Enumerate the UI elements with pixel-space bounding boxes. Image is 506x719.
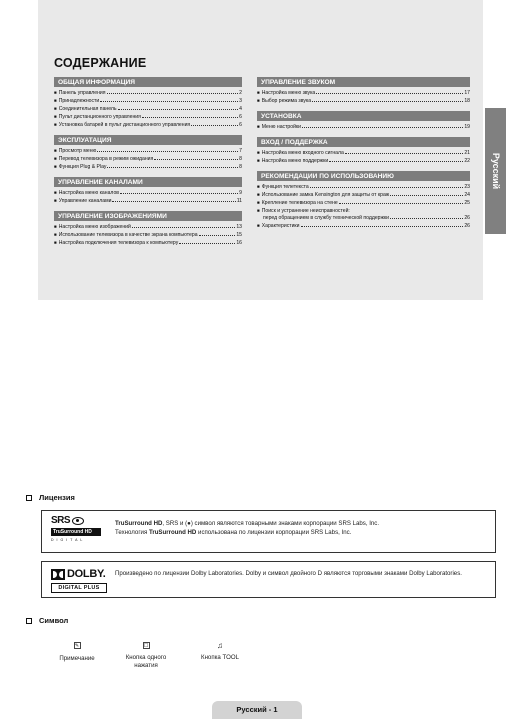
toc-entry-text: Использование замка Kensington для защиты от краж xyxy=(261,192,390,198)
bullet-square-icon: ■ xyxy=(54,90,57,95)
toc-section xyxy=(257,77,470,105)
symbol-section-title xyxy=(26,616,68,625)
bullet-square-icon: ■ xyxy=(54,156,57,161)
toc-entry-page: 18 xyxy=(464,98,470,104)
double-d-icon xyxy=(51,569,65,580)
toc-title: СОДЕРЖАНИЕ xyxy=(54,56,147,70)
leader-dots xyxy=(345,153,464,154)
bullet-square-icon: ■ xyxy=(54,190,57,195)
toc-entry-text: Перевод телевизора в режим ожидания xyxy=(58,156,154,162)
symbol-one-touch: ☐ Кнопка одного нажатия xyxy=(125,643,167,669)
leader-dots xyxy=(118,109,239,110)
toc-section-header: ЭКСПЛУАТАЦИЯ xyxy=(54,135,242,145)
toc-entry-page: 19 xyxy=(464,124,470,130)
toc-section-header: УПРАВЛЕНИЕ ЗВУКОМ xyxy=(257,77,470,87)
leader-dots xyxy=(120,193,238,194)
leader-dots xyxy=(339,203,464,204)
language-tab-label: Русский xyxy=(490,152,501,190)
toc-entry-page: 21 xyxy=(464,150,470,156)
toc-entry-text: Настройка подключения телевизора к компьютеру xyxy=(58,240,179,246)
toc-entry-text: Меню настройки xyxy=(261,124,302,130)
dolby-logo xyxy=(51,567,107,595)
bullet-square-icon: ■ xyxy=(257,223,260,228)
toc-section-header: РЕКОМЕНДАЦИИ ПО ИСПОЛЬЗОВАНИЮ xyxy=(257,171,470,181)
srs-logo xyxy=(51,516,106,550)
toc-entry-text: Просмотр меню xyxy=(58,148,97,154)
leader-dots xyxy=(132,227,235,228)
toc-entry-page: 8 xyxy=(239,164,242,170)
leader-dots xyxy=(112,201,235,202)
dolby-digital-plus: DIGITAL PLUS xyxy=(51,583,107,593)
srs-logo-digital: DIGITAL xyxy=(51,538,86,542)
toc-entry-text: Установка батарей в пульт дистанционного управления xyxy=(58,122,191,128)
toc-entry[interactable] xyxy=(257,207,470,222)
toc-entry-text: Выбор режима звука xyxy=(261,98,312,104)
toc-section xyxy=(54,77,242,129)
toc-entry-page: 25 xyxy=(464,200,470,206)
toc-entry-page: 4 xyxy=(239,106,242,112)
symbol-tool: ♫ Кнопка TOOL xyxy=(201,641,239,661)
leader-dots xyxy=(107,167,238,168)
leader-dots xyxy=(107,93,239,94)
leader-dots xyxy=(316,93,463,94)
toc-entry-page: 3 xyxy=(239,98,242,104)
toc-section xyxy=(257,111,470,131)
toc-entry[interactable] xyxy=(54,89,242,97)
toc-entry-page: 2 xyxy=(239,90,242,96)
toc-entry-text: Настройка меню входного сигнала xyxy=(261,150,344,156)
toc-entry-text: Настройка меню каналов xyxy=(58,190,119,196)
toc-section xyxy=(54,211,242,247)
toc-entry[interactable] xyxy=(54,97,242,105)
toc-section xyxy=(257,171,470,230)
bullet-square-icon: ■ xyxy=(54,98,57,103)
bullet-square-icon: ■ xyxy=(54,240,57,245)
toc-section-header: УПРАВЛЕНИЕ ИЗОБРАЖЕНИЯМИ xyxy=(54,211,242,221)
dolby-logo-text: DOLBY. xyxy=(67,568,106,580)
toc-entry[interactable] xyxy=(54,121,242,129)
srs-license-text: TruSurround HD, SRS и (●) символ являются товарными знаками корпорации SRS Labs, Inc. Технология TruSurround HD использована по лицензии корпорации SRS Labs, Inc. xyxy=(115,520,380,536)
toc-entry-page: 13 xyxy=(236,224,242,230)
leader-dots xyxy=(100,101,238,102)
toc-entry[interactable] xyxy=(54,231,242,239)
bullet-square-icon: ■ xyxy=(257,98,260,103)
leader-dots xyxy=(179,243,235,244)
toc-section xyxy=(54,177,242,205)
toc-entry-page: 7 xyxy=(239,148,242,154)
toc-entry-page: 26 xyxy=(464,223,470,229)
symbol-note: ✎ Примечание xyxy=(59,643,95,662)
toc-entry-page: 26 xyxy=(464,215,470,221)
license-title: Лицензия xyxy=(39,493,75,502)
license-section-title xyxy=(26,493,75,502)
toc-entry[interactable] xyxy=(54,113,242,121)
bullet-square-icon: ■ xyxy=(54,114,57,119)
toc-entry-text: Панель управления xyxy=(58,90,106,96)
dolby-license-box xyxy=(41,561,496,598)
toc-entry[interactable] xyxy=(257,183,470,191)
tool-button-icon: ♫ xyxy=(217,641,223,650)
toc-entry-text: перед обращением в службу технической поддержки xyxy=(263,215,389,221)
toc-entry-page: 11 xyxy=(236,198,242,204)
toc-entry[interactable] xyxy=(54,105,242,113)
toc-entry-text: Характеристики xyxy=(261,223,300,229)
srs-license-box xyxy=(41,510,496,553)
bullet-square-icon: ■ xyxy=(54,224,57,229)
bullet-square-icon: ■ xyxy=(257,124,260,129)
toc-entry[interactable] xyxy=(257,157,470,165)
symbol-title: Символ xyxy=(39,616,69,625)
toc-entry-text: Настройка меню звука xyxy=(261,90,316,96)
bullet-square-icon: ■ xyxy=(257,158,260,163)
bullet-square-icon: ■ xyxy=(257,150,260,155)
checkbox-square-icon xyxy=(26,618,32,624)
leader-dots xyxy=(301,226,464,227)
srs-logo-trusurround: TruSurround HD xyxy=(51,528,101,536)
toc-entry-text: Пульт дистанционного управления xyxy=(58,114,141,120)
toc-entry-page: 8 xyxy=(239,156,242,162)
toc-section-header: УПРАВЛЕНИЕ КАНАЛАМИ xyxy=(54,177,242,187)
toc-entry-page: 6 xyxy=(239,114,242,120)
toc-section xyxy=(257,137,470,165)
toc-entry-page: 23 xyxy=(464,184,470,190)
leader-dots xyxy=(390,218,463,219)
language-tab xyxy=(485,108,506,234)
bullet-square-icon: ■ xyxy=(54,106,57,111)
toc-entry[interactable] xyxy=(54,155,242,163)
toc-entry[interactable] xyxy=(257,149,470,157)
toc-entry[interactable] xyxy=(257,199,470,207)
srs-logo-text: SRS xyxy=(51,515,71,526)
toc-entry-text: Управление каналами xyxy=(58,198,112,204)
toc-entry[interactable] xyxy=(257,97,470,105)
toc-section-header: ОБЩАЯ ИНФОРМАЦИЯ xyxy=(54,77,242,87)
leader-dots xyxy=(199,235,236,236)
page-number-tab: Русский - 1 xyxy=(212,701,302,719)
toc-section-header: УСТАНОВКА xyxy=(257,111,470,121)
leader-dots xyxy=(97,151,238,152)
leader-dots xyxy=(312,101,463,102)
leader-dots xyxy=(310,187,464,188)
bullet-square-icon: ■ xyxy=(54,148,57,153)
toc-entry[interactable] xyxy=(54,239,242,247)
leader-dots xyxy=(302,127,463,128)
leader-dots xyxy=(191,125,238,126)
toc-entry[interactable] xyxy=(257,89,470,97)
toc-entry[interactable] xyxy=(257,191,470,199)
toc-entry-page: 9 xyxy=(239,190,242,196)
toc-entry-text: Настройка меню поддержки xyxy=(261,158,329,164)
dolby-license-text: Произведено по лицензии Dolby Laboratories. Dolby и символ двойного D являются торговыми знаками Dolby Laboratories. xyxy=(115,570,462,577)
toc-entry-text: Принадлежности xyxy=(58,98,100,104)
toc-entry-page: 24 xyxy=(464,192,470,198)
toc-entry-text: Соединительная панель xyxy=(58,106,117,112)
toc-entry[interactable] xyxy=(257,222,470,230)
toc-entry-page: 15 xyxy=(236,232,242,238)
leader-dots xyxy=(390,195,463,196)
bullet-square-icon: ■ xyxy=(257,200,260,205)
toc-entry[interactable] xyxy=(257,123,470,131)
one-touch-button-icon: ☐ xyxy=(143,643,149,649)
toc-entry-text: Поиск и устранение неисправностей: xyxy=(261,208,350,214)
symbol-legend xyxy=(0,638,506,678)
bullet-square-icon: ■ xyxy=(54,164,57,169)
toc-entry-page: 16 xyxy=(236,240,242,246)
toc-entry[interactable] xyxy=(54,197,242,205)
toc-entry-text: Крепление телевизора на стене xyxy=(261,200,338,206)
toc-section-header: ВХОД / ПОДДЕРЖКА xyxy=(257,137,470,147)
toc-section xyxy=(54,135,242,171)
toc-entry-text: Функция Plug & Play xyxy=(58,164,107,170)
bullet-square-icon: ■ xyxy=(54,122,57,127)
toc-entry-page: 17 xyxy=(464,90,470,96)
bullet-square-icon: ■ xyxy=(257,192,260,197)
bullet-square-icon: ■ xyxy=(257,90,260,95)
toc-entry-text: Настройка меню изображений xyxy=(58,224,131,230)
bullet-square-icon: ■ xyxy=(54,198,57,203)
leader-dots xyxy=(329,161,463,162)
leader-dots xyxy=(142,117,238,118)
toc-entry[interactable] xyxy=(54,223,242,231)
toc-entry-page: 6 xyxy=(239,122,242,128)
toc-column-right xyxy=(257,77,470,236)
bullet-square-icon: ■ xyxy=(257,208,260,213)
srs-circle-icon xyxy=(72,517,84,525)
toc-entry[interactable] xyxy=(54,163,242,171)
bullet-square-icon: ■ xyxy=(54,232,57,237)
toc-entry-text: Использование телевизора в качестве экрана компьютера xyxy=(58,232,198,238)
checkbox-square-icon xyxy=(26,495,32,501)
toc-column-left xyxy=(54,77,242,253)
toc-entry-text: Функция телетекста xyxy=(261,184,309,190)
toc-entry-page: 22 xyxy=(464,158,470,164)
toc-entry[interactable] xyxy=(54,189,242,197)
note-icon: ✎ xyxy=(74,643,80,649)
toc-entry[interactable] xyxy=(54,147,242,155)
leader-dots xyxy=(154,159,238,160)
bullet-square-icon: ■ xyxy=(257,184,260,189)
